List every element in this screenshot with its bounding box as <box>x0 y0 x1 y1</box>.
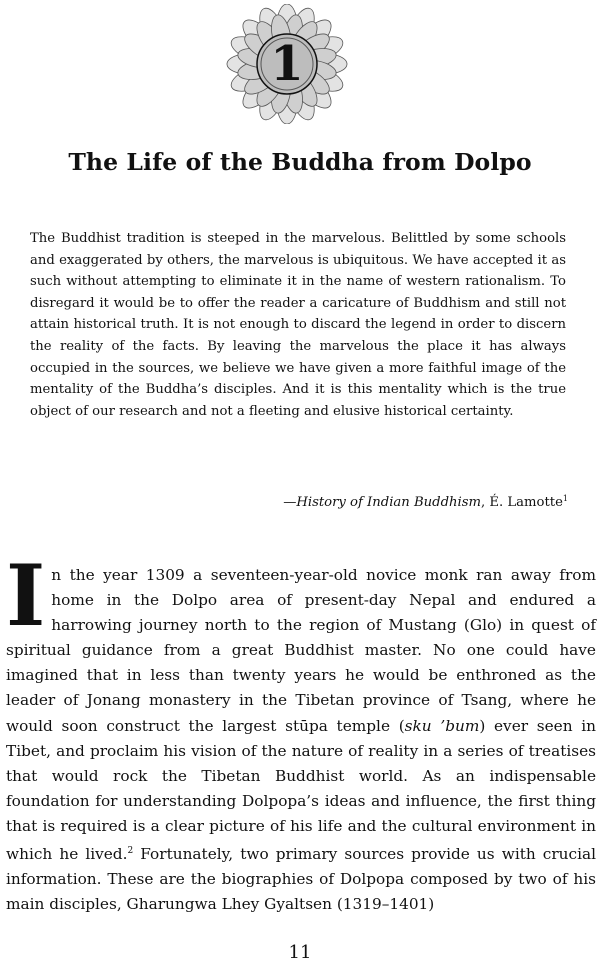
attribution-work-title: History of Indian Buddhism <box>296 495 482 510</box>
body-text-part-1: n the year 1309 a seventeen-year-old novice monk ran away from home in the Dolpo area of present-day Nepal and endured a harrowing journey north to the region of Mustang (Glo) in quest of spiritual guidance from a great Buddhist master. No one could have imagined that in less than twenty years he would be enthroned as the leader of Jonang monastery in the Tibetan province of Tsang, where he would soon construct the largest stūpa temple ( <box>6 566 596 735</box>
body-paragraph <box>6 546 596 917</box>
body-text-italic: sku ’bum <box>404 716 480 735</box>
footnote-ref-1: 1 <box>562 494 568 503</box>
epigraph-attribution <box>283 494 568 510</box>
attribution-author: , É. Lamotte <box>481 495 563 510</box>
body-text-part-2: ) ever seen in Tibet, and proclaim his vision of the nature of reality in a series of treatises that would rock the Tibetan Buddhist world. As an indispensable foundation for understanding Dolpopa’s ideas and influence, the first thing that is required is a clear picture of his life and the cultural environment in which he lived. <box>6 716 596 864</box>
attribution-dash: — <box>283 495 297 510</box>
footnote-ref-2: 2 <box>127 846 134 857</box>
body-text-part-3: Fortunately, two primary sources provide us with crucial information. These are the biographies of Dolpopa composed by two of his main disciples, Gharungwa Lhey Gyaltsen (1319–1401) <box>6 845 596 914</box>
drop-cap: I <box>6 546 46 645</box>
page-number: 11 <box>288 942 312 963</box>
epigraph-quote: The Buddhist tradition is steeped in the marvelous. Belittled by some schools and exaggerated by others, the marvelous is ubiquitous. We have accepted it as such without attempting to eliminate it in the name of western rationalism. To disregard it would be to offer the reader a caricature of Buddhism and still not attain historical truth. It is not enough to discard the legend in order to discern the reality of the facts. By leaving the marvelous the place it has always occupied in the sources, we believe we have given a more faithful image of the mentality of the Buddha’s disciples. And it is this mentality which is the true object of our research and not a fleeting and elusive historical certainty. <box>30 231 566 419</box>
chapter-title: The Life of the Buddha from Dolpo <box>68 148 532 176</box>
chapter-number: 1 <box>270 36 304 92</box>
